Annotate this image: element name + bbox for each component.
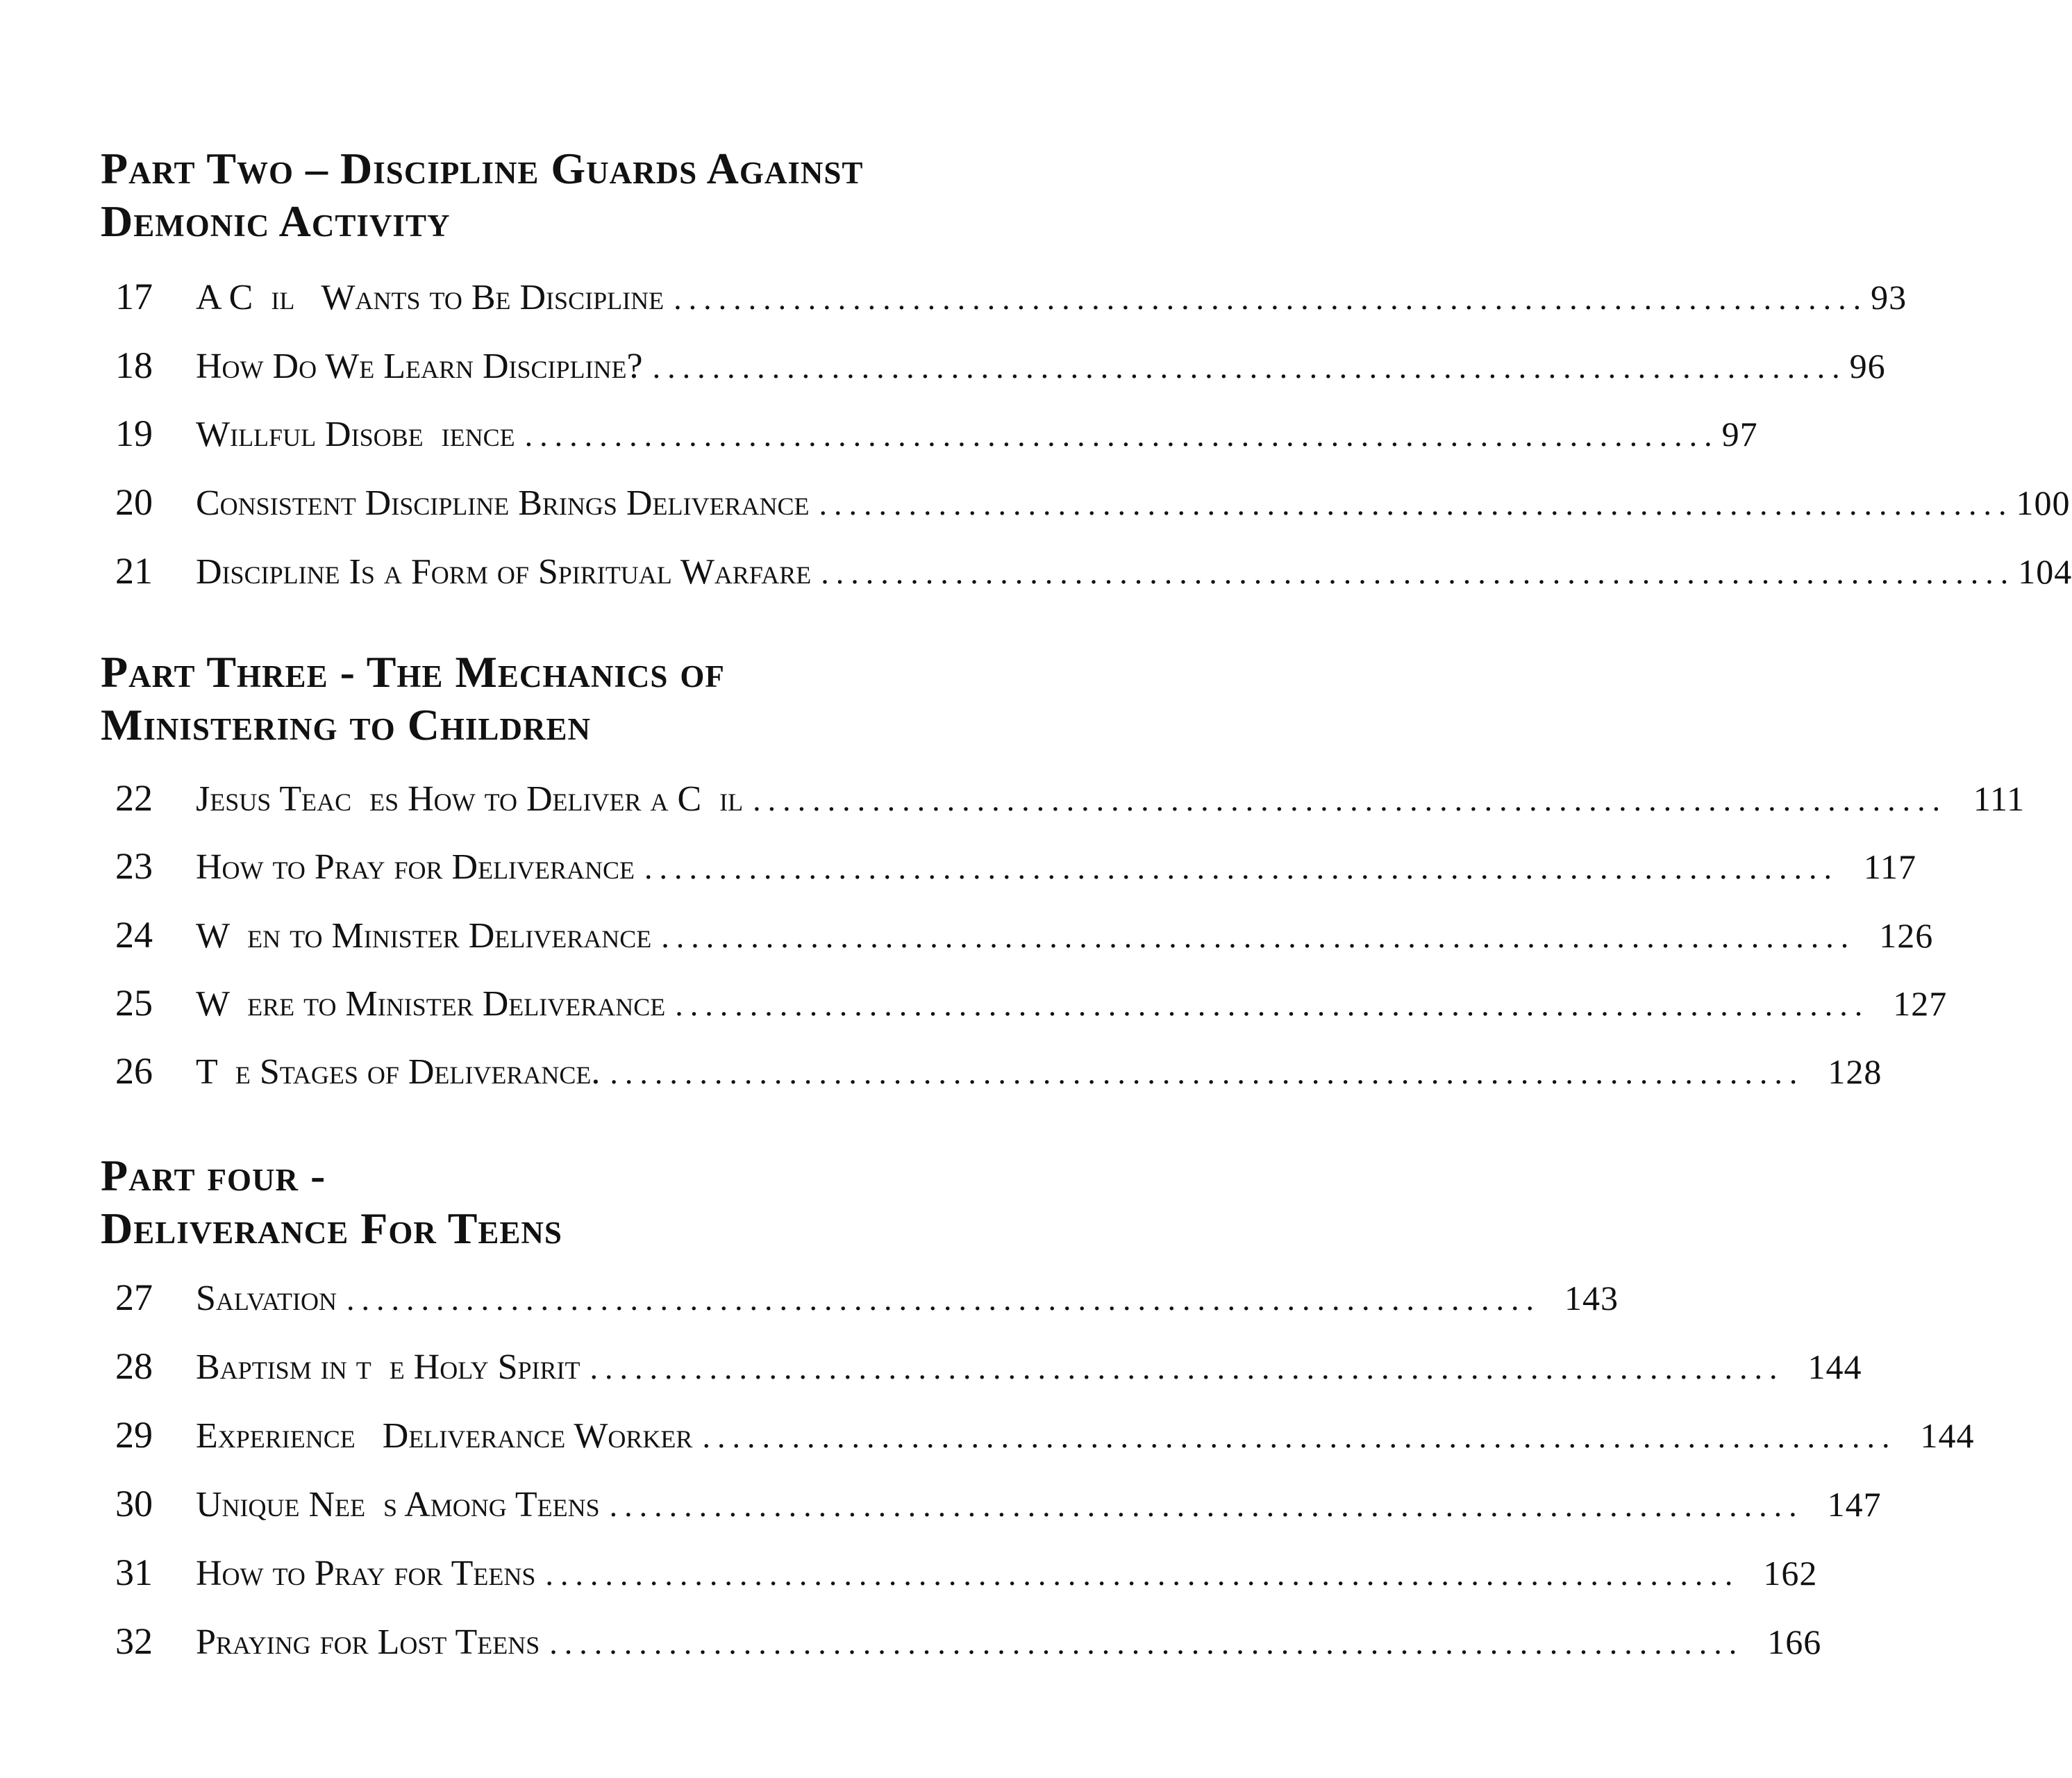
chapter-title: W en to Minister Deliverance xyxy=(196,916,652,956)
chapter-number: 17 xyxy=(115,276,153,317)
chapter-title: Jesus Teac es How to Deliver a C il xyxy=(196,779,744,819)
chapter-number: 20 xyxy=(115,481,153,523)
chapter-title: How Do We Learn Discipline? xyxy=(196,347,643,386)
section-heading-line2: Demonic Activity xyxy=(101,197,451,246)
chapter-title: Discipline Is a Form of Spiritual Warfare xyxy=(196,552,812,592)
dot-leader: ................................................................................ xyxy=(674,281,1869,316)
chapter-number: 23 xyxy=(115,845,153,887)
chapter-number: 29 xyxy=(115,1414,153,1456)
chapter-title: Salvation xyxy=(196,1279,337,1318)
chapter-number: 25 xyxy=(115,982,153,1024)
toc-entry-18[interactable] xyxy=(115,344,1886,386)
toc-entry-17[interactable] xyxy=(115,276,1907,317)
chapter-title: Consistent Discipline Brings Deliverance xyxy=(196,483,810,523)
page-number: 166 xyxy=(1767,1622,1822,1661)
page-number: 128 xyxy=(1828,1052,1882,1091)
toc-entry-20[interactable] xyxy=(115,481,2071,523)
toc-entry-27[interactable] xyxy=(115,1277,1619,1318)
page-number: 100 xyxy=(2016,483,2071,522)
page-number: 117 xyxy=(1863,847,1917,886)
chapter-title: W ere to Minister Deliverance xyxy=(196,984,666,1024)
toc-entry-22[interactable] xyxy=(115,777,2025,819)
chapter-number: 27 xyxy=(115,1277,153,1318)
page-number: 162 xyxy=(1763,1554,1818,1593)
dot-leader: ................................................................................ xyxy=(702,1419,1897,1454)
chapter-title: T e Stages of Deliverance. xyxy=(196,1052,601,1092)
section-heading-part-two xyxy=(101,142,1024,248)
chapter-title: How to Pray for Deliverance xyxy=(196,847,635,887)
toc-entry-31[interactable] xyxy=(115,1552,1818,1593)
page-number: 97 xyxy=(1721,415,1758,454)
chapter-number: 21 xyxy=(115,550,153,592)
chapter-number: 31 xyxy=(115,1552,153,1593)
dot-leader: ................................................................................ xyxy=(549,1625,1744,1661)
toc-entry-19[interactable] xyxy=(115,413,1758,454)
dot-leader: ................................................................................ xyxy=(821,555,2016,590)
chapter-title: Experience Deliverance Worker xyxy=(196,1416,693,1456)
page-number: 144 xyxy=(1920,1416,1975,1455)
page-number: 127 xyxy=(1893,984,1948,1023)
dot-leader: ................................................................................ xyxy=(652,349,1847,385)
section-heading-line2: Deliverance For Teens xyxy=(101,1204,562,1253)
toc-entry-29[interactable] xyxy=(115,1414,1975,1456)
dot-leader: ................................................................................ xyxy=(610,1055,1805,1090)
dot-leader: ................................................................................ xyxy=(545,1556,1740,1592)
chapter-title: Baptism in t e Holy Spirit xyxy=(196,1347,580,1387)
page-number: 147 xyxy=(1827,1485,1882,1524)
chapter-number: 26 xyxy=(115,1050,153,1092)
chapter-title: Willful Disobe ience xyxy=(196,415,515,454)
dot-leader: ................................................................................ xyxy=(644,850,1839,886)
chapter-number: 28 xyxy=(115,1345,153,1387)
toc-entry-24[interactable] xyxy=(115,914,1934,956)
chapter-number: 22 xyxy=(115,777,153,819)
toc-entry-26[interactable] xyxy=(115,1050,1882,1092)
chapter-number: 18 xyxy=(115,344,153,386)
dot-leader: ................................................................................ xyxy=(819,486,2014,522)
page-number: 93 xyxy=(1871,278,1907,317)
toc-entry-23[interactable] xyxy=(115,845,1917,887)
chapter-title: How to Pray for Teens xyxy=(196,1554,536,1593)
page-number: 143 xyxy=(1564,1279,1619,1318)
dot-leader: ................................................................................ xyxy=(524,417,1719,453)
section-heading-part-three xyxy=(101,646,1024,751)
dot-leader: ................................................................................ xyxy=(753,782,1948,817)
section-heading-line1: Part Three - The Mechanics of xyxy=(101,647,725,697)
dot-leader: ................................................................................ xyxy=(675,987,1870,1022)
dot-leader: ................................................................................ xyxy=(346,1281,1541,1317)
page-number: 104 xyxy=(2018,552,2072,591)
page-number: 96 xyxy=(1849,347,1886,385)
toc-entry-28[interactable] xyxy=(115,1345,1862,1387)
section-heading-line2: Ministering to Children xyxy=(101,700,591,749)
page-number: 111 xyxy=(1973,779,2025,818)
toc-entry-30[interactable] xyxy=(115,1483,1882,1524)
page-number: 144 xyxy=(1807,1347,1862,1386)
toc-entry-25[interactable] xyxy=(115,982,1948,1024)
chapter-number: 24 xyxy=(115,914,153,956)
chapter-number: 30 xyxy=(115,1483,153,1524)
dot-leader: ................................................................................ xyxy=(661,919,1856,954)
section-heading-part-four xyxy=(101,1149,1024,1255)
dot-leader: ................................................................................ xyxy=(590,1350,1785,1386)
chapter-title: Unique Nee s Among Teens xyxy=(196,1485,600,1524)
page-number: 126 xyxy=(1879,916,1934,955)
dot-leader: ................................................................................ xyxy=(609,1488,1804,1523)
section-heading-line1: Part four - xyxy=(101,1151,326,1200)
toc-entry-21[interactable] xyxy=(115,550,2072,592)
chapter-title: A C il Wants to Be Discipline xyxy=(196,278,665,317)
chapter-title: Praying for Lost Teens xyxy=(196,1622,540,1662)
toc-entry-32[interactable] xyxy=(115,1620,1822,1662)
chapter-number: 32 xyxy=(115,1620,153,1662)
section-heading-line1: Part Two – Discipline Guards Against xyxy=(101,144,864,193)
chapter-number: 19 xyxy=(115,413,153,454)
